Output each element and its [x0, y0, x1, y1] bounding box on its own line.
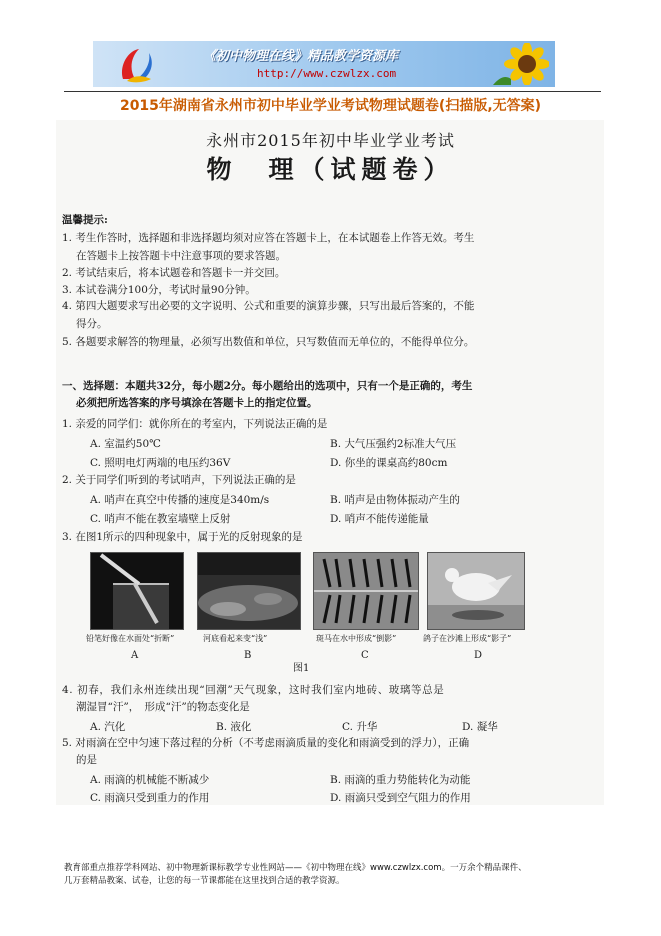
- q5-option-d: D. 雨滴只受到空气阻力的作用: [330, 792, 471, 804]
- q1-stem: 1. 亲爱的同学们：就你所在的考室内，下列说法正确的是: [62, 418, 328, 430]
- sunflower-icon: [493, 43, 549, 85]
- q4-option-a: A. 汽化: [90, 721, 126, 733]
- section-heading: 一、选择题：本题共32分，每小题2分。每小题给出的选项中，只有一个是正确的，考生: [62, 380, 473, 392]
- figure-d-pigeon-shadow: [427, 552, 525, 630]
- section-instruction: 必须把所选答案的序号填涂在答题卡上的指定位置。: [76, 397, 318, 409]
- tip-line: 5. 各题要求解答的物理量，必须写出数值和单位，只写数值而无单位的，不能得单位分。: [62, 336, 475, 348]
- figure-c-zebra-reflection: [313, 552, 419, 630]
- figure-caption: 斑马在水中形成“倒影”: [316, 634, 397, 643]
- q4-option-b: B. 液化: [216, 721, 252, 733]
- figure-a-pencil-in-water: [90, 552, 184, 630]
- q2-option-b: B. 哨声是由物体振动产生的: [330, 494, 460, 506]
- figure-label: 图1: [293, 663, 310, 674]
- tip-line: 得分。: [76, 318, 108, 330]
- figure-letter: A: [131, 650, 139, 661]
- footer-line: 几万套精品教案、试卷，让您的每一节课都能在这里找到合适的教学资源。: [64, 876, 345, 886]
- q2-option-a: A. 哨声在真空中传播的速度是340m/s: [90, 494, 270, 506]
- tip-line: 在答题卡上按答题卡中注意事项的要求答题。: [76, 250, 286, 262]
- q4-option-c: C. 升华: [342, 721, 378, 733]
- figure-caption: 鸽子在沙滩上形成“影子”: [423, 634, 512, 643]
- figure-b-river-bed: [197, 552, 301, 630]
- figure-letter: D: [474, 650, 483, 661]
- tip-line: 3. 本试卷满分100分，考试时量90分钟。: [62, 284, 256, 296]
- header-divider: [64, 91, 601, 92]
- tips-heading: 温馨提示:: [62, 214, 108, 226]
- figure-caption: 河底看起来变“浅”: [203, 634, 268, 643]
- q2-stem: 2. 关于同学们听到的考试哨声，下列说法正确的是: [62, 474, 296, 486]
- q4-stem: 4. 初春，我们永州连续出现“回潮”天气现象，这时我们室内地砖、玻璃等总是: [62, 684, 445, 696]
- q5-option-c: C. 雨滴只受到重力的作用: [90, 792, 210, 804]
- q2-option-c: C. 哨声不能在教室墙壁上反射: [90, 513, 231, 525]
- q5-option-b: B. 雨滴的重力势能转化为动能: [330, 774, 471, 786]
- tip-line: 1. 考生作答时，选择题和非选择题均须对应答在答题卡上，在本试题卷上作答无效。考生: [62, 232, 475, 244]
- q4-option-d: D. 凝华: [462, 721, 498, 733]
- figure-letter: B: [244, 650, 252, 661]
- figure-caption: 铅笔好像在水面处“折断”: [86, 634, 175, 643]
- q5-option-a: A. 雨滴的机械能不断减少: [90, 774, 210, 786]
- footer: [64, 862, 604, 888]
- site-logo-icon: [117, 45, 157, 83]
- figure-letter: C: [361, 650, 369, 661]
- banner-url[interactable]: http://www.czwlzx.com: [257, 67, 397, 80]
- q1-option-c: C. 照明电灯两端的电压约36V: [90, 457, 231, 469]
- q1-option-b: B. 大气压强约2标准大气压: [330, 438, 457, 450]
- document-title: 2015年湖南省永州市初中毕业学业考试物理试题卷(扫描版,无答案): [119, 98, 542, 114]
- exam-main-title: 物 理（试题卷）: [206, 155, 455, 184]
- banner-title: 《初中物理在线》精品教学资源库: [203, 49, 399, 64]
- q2-option-d: D. 哨声不能传递能量: [330, 513, 429, 525]
- q5-stem: 5. 对雨滴在空中匀速下落过程的分析（不考虑雨滴质量的变化和雨滴受到的浮力），正确: [62, 737, 470, 749]
- q1-option-a: A. 室温约50℃: [90, 438, 161, 450]
- q4-stem-cont: 潮湿冒“汗”， 形成“汗”的物态变化是: [76, 701, 250, 713]
- site-banner: [93, 41, 555, 87]
- q3-stem: 3. 在图1所示的四种现象中，属于光的反射现象的是: [62, 531, 303, 543]
- q1-option-d: D. 你坐的课桌高约80cm: [330, 457, 448, 469]
- tip-line: 2. 考试结束后，将本试题卷和答题卡一并交回。: [62, 267, 286, 279]
- exam-subtitle: 永州市2015年初中毕业学业考试: [206, 131, 455, 150]
- tip-line: 4. 第四大题要求写出必要的文字说明、公式和重要的演算步骤，只写出最后答案的，不能: [62, 300, 475, 312]
- footer-line: 教育部重点推荐学科网站、初中物理新课标教学专业性网站——《初中物理在线》www.czwlzx.com。一万余个精品课件、: [64, 863, 527, 873]
- q5-stem-cont: 的是: [76, 754, 97, 766]
